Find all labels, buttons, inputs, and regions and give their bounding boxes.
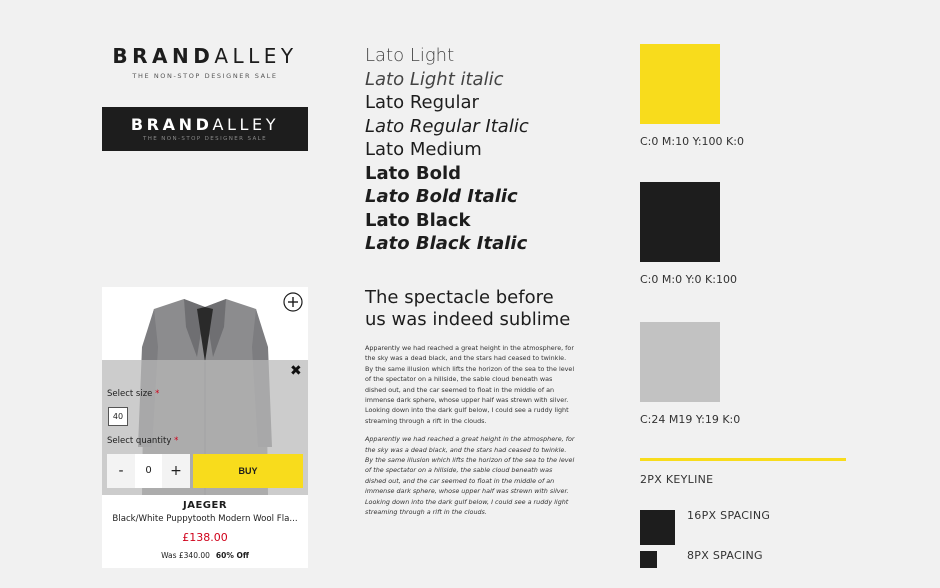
- increase-quantity-button[interactable]: +: [162, 454, 190, 488]
- logo-wordmark-inverted: BRANDALLEY: [130, 115, 280, 134]
- brandalley-logo-dark: [102, 107, 308, 151]
- spacing-16-box: [640, 510, 675, 545]
- spacing-8-box: [640, 551, 657, 568]
- select-size-label: Select size *: [107, 389, 160, 399]
- product-was-price: Was £340.00 60% Off: [161, 551, 249, 560]
- type-sample: Lato Bold Italic: [365, 186, 518, 207]
- decrease-quantity-button[interactable]: -: [107, 454, 135, 488]
- spacing-16-label: 16PX SPACING: [687, 509, 771, 522]
- required-mark: *: [174, 436, 179, 446]
- close-icon[interactable]: ✖: [290, 363, 302, 379]
- discount-badge: 60% Off: [215, 551, 249, 560]
- keyline-label: 2PX KEYLINE: [640, 473, 714, 486]
- select-quantity-label: Select quantity *: [107, 436, 179, 446]
- type-sample: Lato Black: [365, 209, 471, 231]
- swatch-grey-label: C:24 M19 Y:19 K:0: [640, 413, 741, 426]
- buy-button[interactable]: BUY: [193, 454, 303, 488]
- paragraph-body: Apparently we had reached a great height in the atmosphere, for the sky was a dead black, and the stars had ceased to twinkle. By the same illusion which lifts the horizon of the sea to the level of the spectator on a hillside, the sable cloud beneath was dished out, and the car seemed to float in the middle of an immense dark sphere, whose upper half was strewn with silver. Looking down into the dark gulf below, I could see a ruddy light streaming through a rift in the clouds.: [365, 344, 575, 425]
- paragraph-sample: [365, 287, 575, 518]
- size-option-40[interactable]: 40: [108, 407, 128, 426]
- product-name[interactable]: Black/White Puppytooth Modern Wool Fla...: [112, 514, 298, 524]
- product-card[interactable]: [102, 287, 308, 568]
- logo-wordmark: BRANDALLEY: [112, 44, 298, 68]
- brandalley-logo-light: [102, 44, 308, 80]
- logo-tagline: THE NON-STOP DESIGNER SALE: [132, 72, 278, 80]
- logo-tagline-inverted: THE NON-STOP DESIGNER SALE: [142, 136, 268, 142]
- paragraph-heading: The spectacle before us was indeed sublime: [365, 287, 571, 330]
- type-sample: Lato Regular Italic: [365, 115, 529, 137]
- type-sample: Lato Light italic: [365, 68, 504, 90]
- swatch-black: [640, 182, 720, 262]
- add-to-wishlist-icon[interactable]: [283, 292, 303, 312]
- swatch-yellow-label: C:0 M:10 Y:100 K:0: [640, 135, 744, 148]
- typography-specimens: [365, 44, 605, 256]
- product-price: £138.00: [182, 531, 228, 544]
- swatch-black-label: C:0 M:0 Y:0 K:100: [640, 273, 737, 286]
- spacing-8-label: 8PX SPACING: [687, 549, 763, 562]
- required-mark: *: [155, 389, 160, 399]
- quantity-stepper: [107, 454, 190, 488]
- swatch-grey: [640, 322, 720, 402]
- paragraph-body-italic: Apparently we had reached a great height in the atmosphere, for the sky was a dead black, and the stars had ceased to twinkle. By the same illusion which lifts the horizon of the sea to the level of the spectator on a hillside, the sable cloud beneath was dished out, and the car seemed to float in the middle of an immense dark sphere, whose upper half was strewn with silver. Looking down into the dark gulf below, I could see a ruddy light streaming through a rift in the clouds.: [365, 435, 575, 517]
- swatch-yellow: [640, 44, 720, 124]
- keyline-sample: [640, 458, 846, 461]
- type-sample: Lato Medium: [365, 139, 482, 160]
- type-sample: Lato Black Italic: [365, 233, 528, 254]
- type-sample: Lato Regular: [365, 92, 479, 113]
- type-sample: Lato Light: [365, 45, 455, 66]
- product-brand: JAEGER: [182, 500, 228, 511]
- quantity-value[interactable]: 0: [145, 465, 152, 476]
- type-sample: Lato Bold: [365, 162, 461, 184]
